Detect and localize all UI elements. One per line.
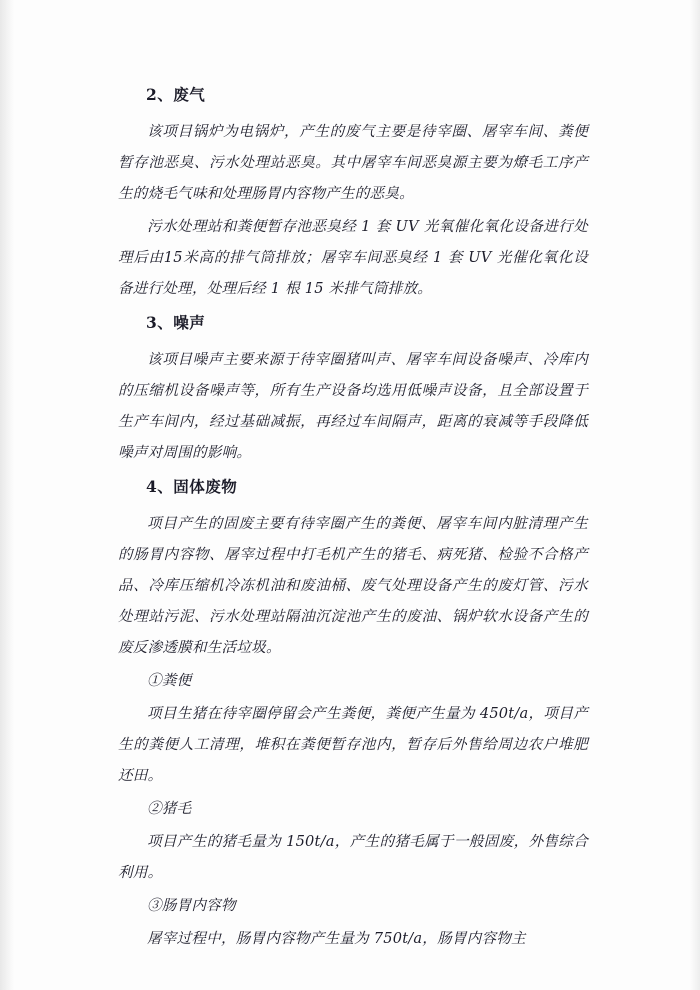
paragraph: 项目产生的固废主要有待宰圈产生的粪便、屠宰车间内脏清理产生的肠胃内容物、屠宰过程中打毛机产生的猪毛、病死猪、检验不合格产品、冷库压缩机冷冻机油和废油桶、废气处理设备产生的废灯管、污水处理站污泥、污水处理站隔油沉淀池产生的废油、锅炉软水设备产生的废反渗透膜和生活垃圾。 <box>118 515 588 656</box>
list-item-label: ②猪毛 <box>147 800 192 817</box>
paragraph: 污水处理站和粪便暂存池恶臭经 1 套 UV 光氧催化氧化设备进行处理后由15米高的排气筒排放；屠宰车间恶臭经 1 套 UV 光催化氧化设备进行处理，处理后经 1 根 15 米排气筒排放。 <box>118 218 588 297</box>
paragraph: 该项目锅炉为电锅炉，产生的废气主要是待宰圈、屠宰车间、粪便暂存池恶臭、污水处理站恶臭。其中屠宰车间恶臭源主要为燎毛工序产生的烧毛气味和处理肠胃内容物产生的恶臭。 <box>118 123 588 202</box>
paragraph: 项目生猪在待宰圈停留会产生粪便，粪便产生量为 450t/a，项目产生的粪便人工清理，堆积在粪便暂存池内，暂存后外售给周边农户堆肥还田。 <box>118 705 588 784</box>
section-solid-waste <box>118 470 588 954</box>
list-item-label: ①粪便 <box>147 672 192 689</box>
section-waste-gas <box>118 78 588 304</box>
paragraph: 该项目噪声主要来源于待宰圈猪叫声、屠宰车间设备噪声、冷库内的压缩机设备噪声等，所有生产设备均选用低噪声设备，且全部设置于生产车间内，经过基础减振，再经过车间隔声，距离的衰减等手段降低噪声对周围的影响。 <box>118 351 588 461</box>
list-item-label: ③肠胃内容物 <box>147 897 236 914</box>
section-heading: 2、废气 <box>146 85 206 104</box>
section-heading: 4、固体废物 <box>146 477 238 496</box>
section-noise <box>118 306 588 468</box>
section-heading: 3、噪声 <box>146 313 206 332</box>
paragraph: 项目产生的猪毛量为 150t/a，产生的猪毛属于一般固废，外售综合利用。 <box>118 833 588 881</box>
document-body <box>118 78 588 956</box>
paragraph: 屠宰过程中，肠胃内容物产生量为 750t/a，肠胃内容物主 <box>147 930 526 947</box>
